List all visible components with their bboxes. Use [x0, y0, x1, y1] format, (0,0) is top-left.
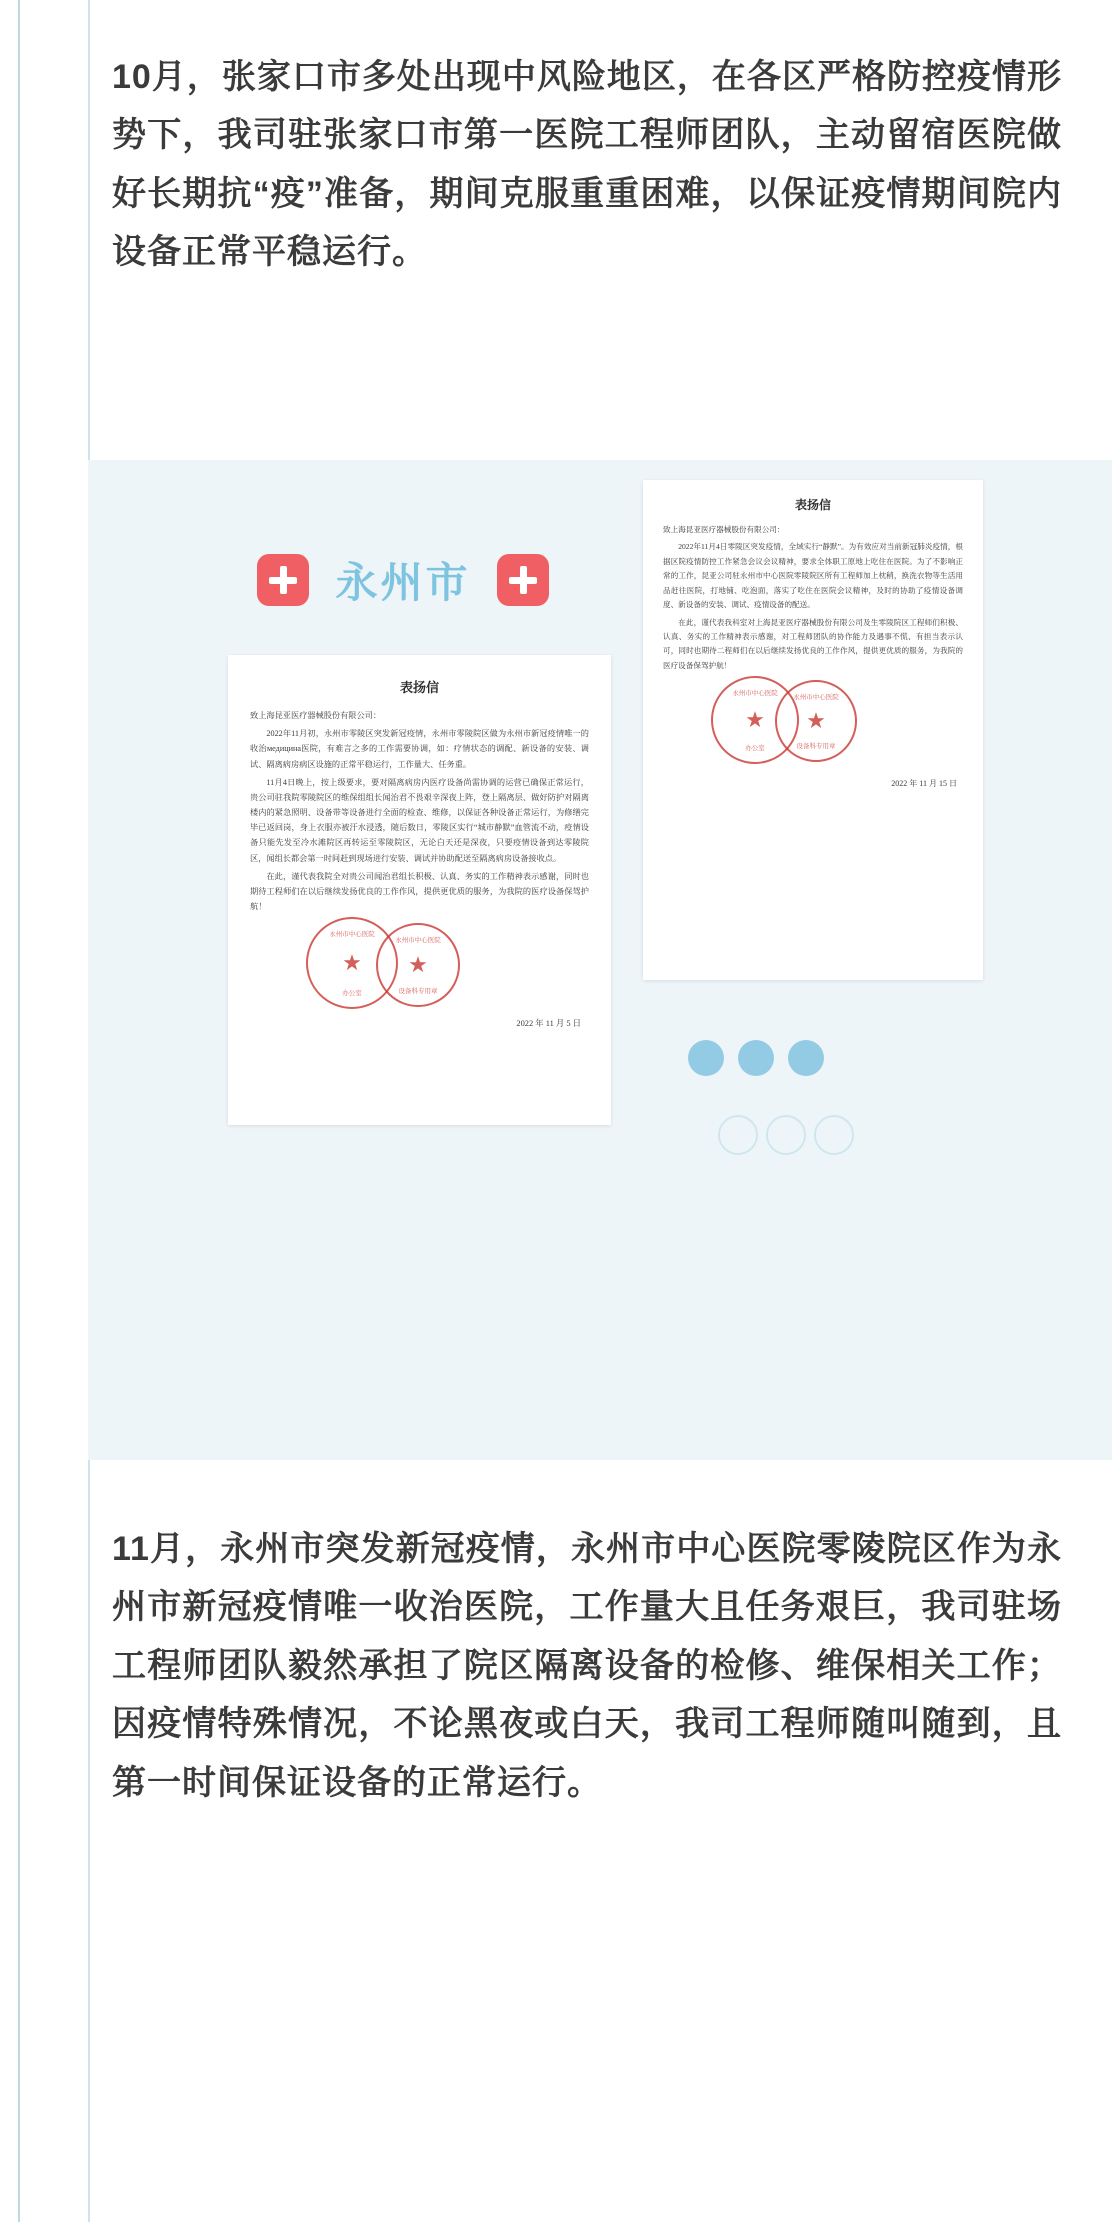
seal-top-text: 永州市中心医院	[395, 937, 441, 945]
praise-letter-yongzhou	[228, 655, 611, 1125]
letter-title: 表扬信	[399, 680, 439, 695]
letter-stamps	[228, 917, 611, 1007]
praise-letter-lingling	[643, 480, 983, 980]
dot-outline	[718, 1115, 758, 1155]
letter-date: 2022 年 11 月 15 日	[891, 779, 957, 789]
dot-outline	[814, 1115, 854, 1155]
dot-outline	[766, 1115, 806, 1155]
medical-cross-icon-left	[257, 554, 309, 606]
seal-bottom-text: 办公室	[745, 745, 765, 753]
paragraph-october: 10月，张家口市多处出现中风险地区，在各区严格防控疫情形势下，我司驻张家口市第一医院工程师团队，主动留宿医院做好长期抗“疫”准备，期间克服重重困难，以保证疫情期间院内设备正常平稳运行。	[112, 58, 1062, 272]
decorative-rule-left	[18, 0, 20, 2222]
seal-star-icon: ★	[745, 707, 765, 733]
letter-paragraph: 11月4日晚上，按上级要求，要对隔离病房内医疗设备尚需协调的运营已确保正常运行，贵公司驻我院零陵院区的维保组组长闻治君不畏艰辛深夜上阵，登上隔离层、做好防护对隔离楼内的紧急照明、设备带等设备进行全面的检查、维修，以保证各种设备正常运行，为修缮完毕已返回岗，身上衣服亦被汗水浸透，随后数日，零陵区实行“城市静默”血管流不动，疫情设备只能先发至冷水滩院区再转运至零陵院区，无论白天还是深夜，只要疫情设备到达零陵院区，闻组长都会第一时间赶到现场进行安装、调试并协助配送至隔离病房设备接收点。	[250, 777, 589, 863]
seal-star-icon: ★	[408, 952, 428, 978]
seal-bottom-text: 设备科专用章	[398, 988, 438, 996]
paragraph-november: 11月，永州市突发新冠疫情，永州市中心医院零陵院区作为永州市新冠疫情唯一收治医院，工作量大且任务艰巨，我司驻场工程师团队毅然承担了院区隔离设备的检修、维保相关工作；因疫情特殊情况，不论黑夜或白天，我司工程师随叫随到，且第一时间保证设备的正常运行。	[112, 1530, 1062, 1802]
letter-salutation: 致上海昆亚医疗器械股份有限公司：	[250, 711, 382, 720]
medical-cross-icon-right	[497, 554, 549, 606]
letter-title: 表扬信	[794, 498, 831, 512]
seal-bottom-text: 办公室	[342, 990, 362, 998]
image-panel	[88, 460, 1112, 1460]
seal-top-text: 永州市中心医院	[732, 690, 778, 698]
decorative-dots-filled	[688, 1040, 824, 1076]
letter-body	[228, 708, 611, 914]
dot	[688, 1040, 724, 1076]
seal-star-icon: ★	[342, 950, 362, 976]
city-banner	[223, 540, 583, 620]
letter-date: 2022 年 11 月 5 日	[516, 1019, 581, 1029]
decorative-dots-outline	[718, 1115, 854, 1155]
article-content	[88, 0, 1112, 2222]
letter-paragraph: 2022年11月4日零陵区突发疫情，全域实行“静默”。为有效应对当前新冠肺炎疫情，根据区院疫情防控工作紧急会议会议精神，要求全体职工原地上吃住在医院。为了不影响正常的工作，昆亚公司驻永州市中心医院零陵院区所有工程师加上枕稍，换洗衣物等生活用品赶往医院，打地铺、吃泡面，落实了吃住在医院会议精神，及时的协助了疫情设备调度、新设备的安装、调试、疫情设备的配送。	[663, 542, 963, 610]
dot	[738, 1040, 774, 1076]
official-seal-icon	[376, 923, 460, 1007]
letter-salutation: 致上海昆亚医疗器械股份有限公司：	[663, 525, 785, 534]
letter-paragraph: 在此，谨代表我科室对上海昆亚医疗器械股份有限公司及生零陵院区工程师们积极、认真、务实的工作精神表示感谢，对工程师团队的协作能力及遇事不慌、有担当表示认可，同时也期待二程师们在以后继续发扬优良的工作作风，提供更优质的服务，为我院的医疗设备保驾护航！	[663, 617, 963, 670]
letter-body	[643, 523, 983, 673]
dot	[788, 1040, 824, 1076]
seal-star-icon: ★	[806, 708, 826, 734]
seal-bottom-text: 设备科专用章	[796, 743, 836, 751]
letter-paragraph: 在此，谨代表我院全对贵公司闻治君组长积极、认真、务实的工作精神表示感谢，同时也期待工程师们在以后继续发扬优良的工作作风，提供更优质的服务，为我院的医疗设备保驾护航！	[250, 871, 589, 912]
seal-top-text: 永州市中心医院	[793, 694, 839, 702]
letter-stamps	[643, 676, 983, 766]
official-seal-icon	[775, 680, 857, 762]
letter-paragraph: 2022年11月初，永州市零陵区突发新冠疫情，永州市零陵院区做为永州市新冠疫情唯一的收治медицина医院，有难言之多的工作需要协调，如：疗情状态的调配、新设备的安装、调试、隔离病房病区设施的正常平稳运行，工作量大、任务重。	[250, 729, 589, 769]
seal-top-text: 永州市中心医院	[329, 931, 375, 939]
city-name-label: 永州市	[335, 559, 471, 606]
